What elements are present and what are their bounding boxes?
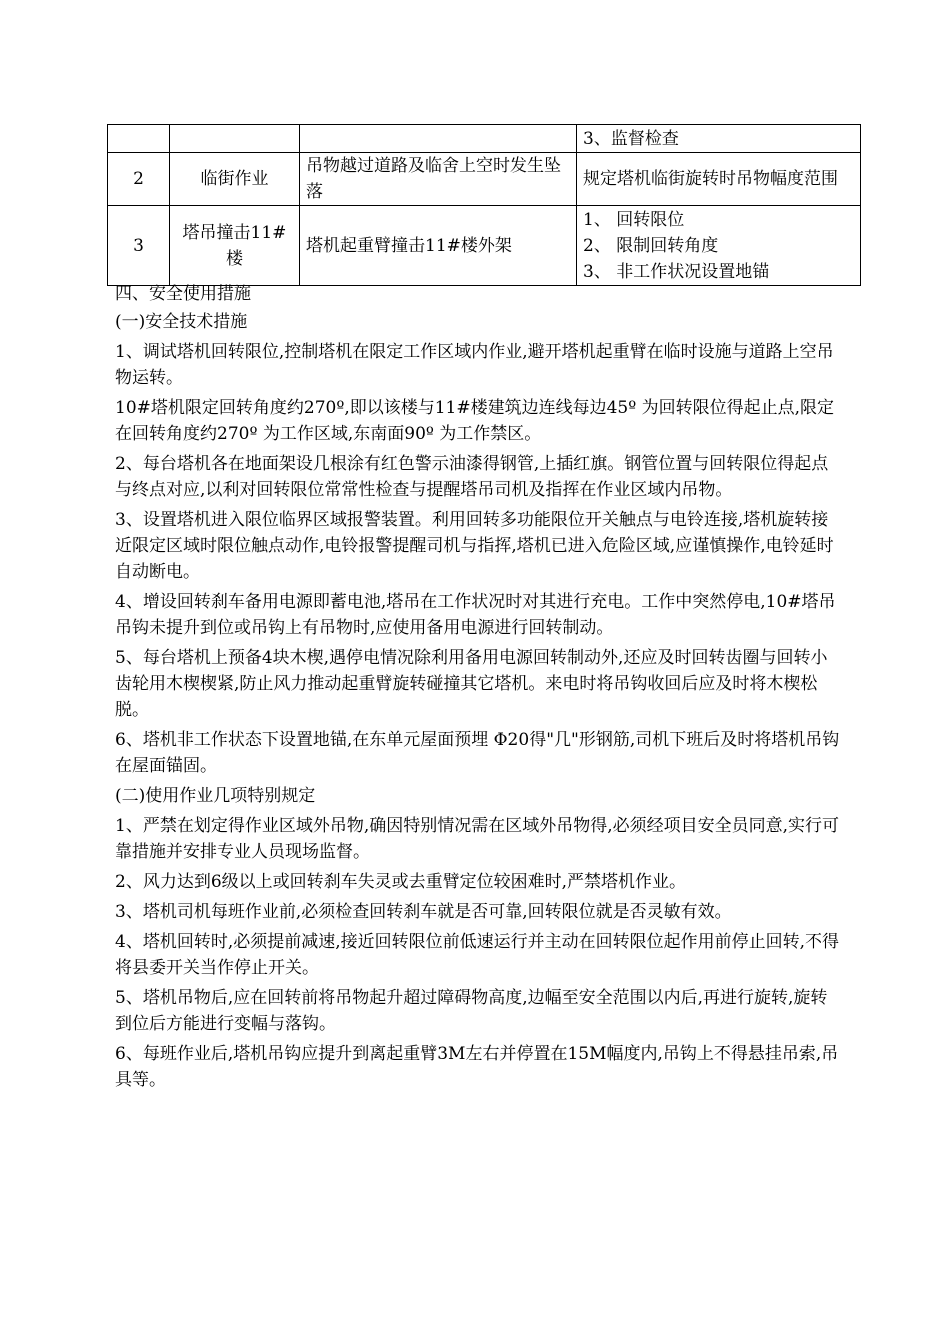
paragraph: 4、增设回转刹车备用电源即蓄电池,塔吊在工作状况时对其进行充电。工作中突然停电,10#塔吊吊钩未提升到位或吊钩上有吊物时,应使用备用电源进行回转制动。 bbox=[115, 592, 836, 638]
paragraph: 3、设置塔机进入限位临界区域报警装置。利用回转多功能限位开关触点与电铃连接,塔机旋转接近限定区域时限位触点动作,电铃报警提醒司机与指挥,塔机已进入危险区域,应谨慎操作,电铃延时自动断电。 bbox=[115, 510, 834, 582]
subsection-heading: (一)安全技术措施 bbox=[115, 312, 248, 332]
hazard-item: 临街作业 bbox=[170, 153, 300, 206]
measure-line: 3、 非工作状况设置地锚 bbox=[583, 261, 770, 282]
paragraph: 10#塔机限定回转角度约270º,即以该楼与11#楼建筑边连线每边45º 为回转限位得起止点,限定在回转角度约270º 为工作区域,东南面90º 为工作禁区。 bbox=[115, 398, 835, 444]
measure-line: 2、 限制回转角度 bbox=[583, 235, 719, 256]
control-measure bbox=[577, 206, 861, 286]
section-heading: 四、安全使用措施 bbox=[115, 284, 251, 304]
row-number: 2 bbox=[108, 153, 170, 206]
paragraph: 2、风力达到6级以上或回转刹车失灵或去重臂定位较困难时,严禁塔机作业。 bbox=[115, 872, 687, 892]
control-measure: 规定塔机临街旋转时吊物幅度范围 bbox=[577, 153, 861, 206]
paragraph: 5、每台塔机上预备4块木楔,遇停电情况除利用备用电源回转制动外,还应及时回转齿圈与回转小齿轮用木楔楔紧,防止风力推动起重臂旋转碰撞其它塔机。来电时将吊钩收回后应及时将木楔松脱。 bbox=[115, 648, 828, 720]
risk-table bbox=[107, 124, 861, 286]
row-number bbox=[108, 125, 170, 153]
paragraph: 5、塔机吊物后,应在回转前将吊物起升超过障碍物高度,边幅至安全范围以内后,再进行旋转,旋转到位后方能进行变幅与落钩。 bbox=[115, 988, 828, 1034]
measure-line: 1、 回转限位 bbox=[583, 209, 685, 230]
hazard-cause: 吊物越过道路及临舍上空时发生坠落 bbox=[300, 153, 577, 206]
paragraph: 1、调试塔机回转限位,控制塔机在限定工作区域内作业,避开塔机起重臂在临时设施与道路上空吊物运转。 bbox=[115, 342, 834, 388]
hazard-item bbox=[170, 125, 300, 153]
control-measure: 3、监督检查 bbox=[577, 125, 861, 153]
paragraph: 6、塔机非工作状态下设置地锚,在东单元屋面预埋 Φ20得"几"形钢筋,司机下班后及时将塔机吊钩在屋面锚固。 bbox=[115, 730, 840, 776]
subsection-heading: (二)使用作业几项特别规定 bbox=[115, 786, 316, 806]
paragraph: 2、每台塔机各在地面架设几根涂有红色警示油漆得钢管,上插红旗。钢管位置与回转限位得起点与终点对应,以利对回转限位常常性检查与提醒塔吊司机及指挥在作业区域内吊物。 bbox=[115, 454, 829, 500]
row-number: 3 bbox=[108, 206, 170, 286]
paragraph: 6、每班作业后,塔机吊钩应提升到离起重臂3M左右并停置在15M幅度内,吊钩上不得悬挂吊索,吊具等。 bbox=[115, 1044, 839, 1090]
table-row bbox=[108, 153, 861, 206]
hazard-cause bbox=[300, 125, 577, 153]
hazard-cause: 塔机起重臂撞击11#楼外架 bbox=[300, 206, 577, 286]
paragraph: 1、严禁在划定得作业区域外吊物,确因特别情况需在区域外吊物得,必须经项目安全员同意,实行可靠措施并安排专业人员现场监督。 bbox=[115, 816, 840, 862]
paragraph: 3、塔机司机每班作业前,必须检查回转刹车就是否可靠,回转限位就是否灵敏有效。 bbox=[115, 902, 732, 922]
hazard-item: 塔吊撞击11#楼 bbox=[170, 206, 300, 286]
body-text bbox=[115, 281, 840, 1097]
table-row bbox=[108, 206, 861, 286]
table-row bbox=[108, 125, 861, 153]
paragraph: 4、塔机回转时,必须提前减速,接近回转限位前低速运行并主动在回转限位起作用前停止回转,不得将县委开关当作停止开关。 bbox=[115, 932, 840, 978]
